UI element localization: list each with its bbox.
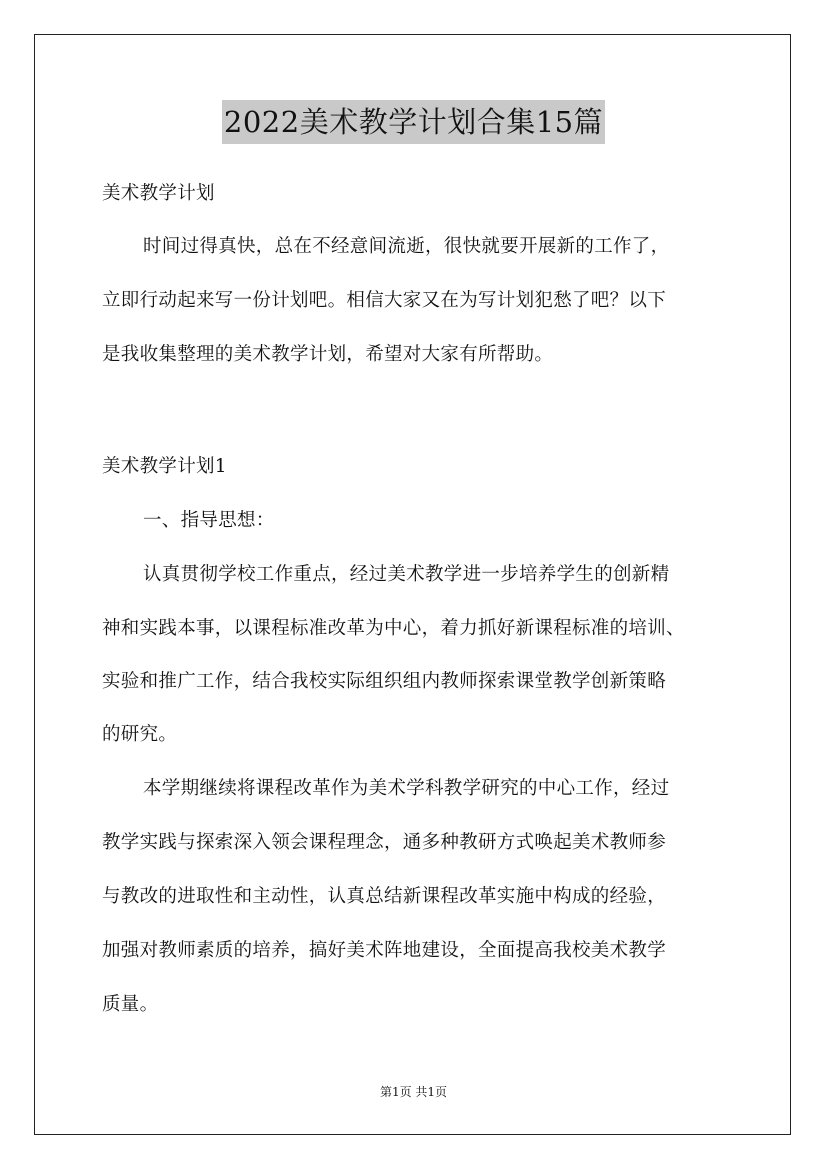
subheading: 一、指导思想：: [143, 510, 275, 531]
paragraph-line: 时间过得真快，总在不经意间流逝，很快就要开展新的工作了，: [143, 236, 670, 257]
paragraph-line: 本学期继续将课程改革作为美术学科教学研究的中心工作，经过: [143, 778, 670, 799]
paragraph-line: 与教改的进取性和主动性，认真总结新课程改革实施中构成的经验，: [102, 886, 667, 907]
document-title-wrap: [0, 100, 827, 144]
paragraph-line: 质量。: [102, 994, 159, 1015]
paragraph-line: 认真贯彻学校工作重点，经过美术教学进一步培养学生的创新精: [143, 564, 670, 585]
paragraph-line: 神和实践本事，以课程标准改革为中心，着力抓好新课程标准的培训、: [102, 618, 685, 639]
paragraph-line: 立即行动起来写一份计划吧。相信大家又在为写计划犯愁了吧？以下: [102, 290, 667, 311]
paragraph-line: 加强对教师素质的培养，搞好美术阵地建设，全面提高我校美术教学: [102, 940, 667, 961]
document-title: 2022美术教学计划合集15篇: [222, 100, 605, 144]
paragraph-line: 教学实践与探索深入领会课程理念，通多种教研方式唤起美术教师参: [102, 832, 667, 853]
page-number: 第1页 共1页: [379, 1085, 448, 1099]
paragraph-line: 的研究。: [102, 724, 178, 745]
section-heading: 美术教学计划1: [102, 456, 227, 477]
paragraph-line: 实验和推广工作，结合我校实际组织组内教师探索课堂教学创新策略: [102, 671, 667, 692]
paragraph-line: 是我收集整理的美术教学计划，希望对大家有所帮助。: [102, 344, 554, 365]
section-heading: 美术教学计划: [102, 183, 215, 204]
